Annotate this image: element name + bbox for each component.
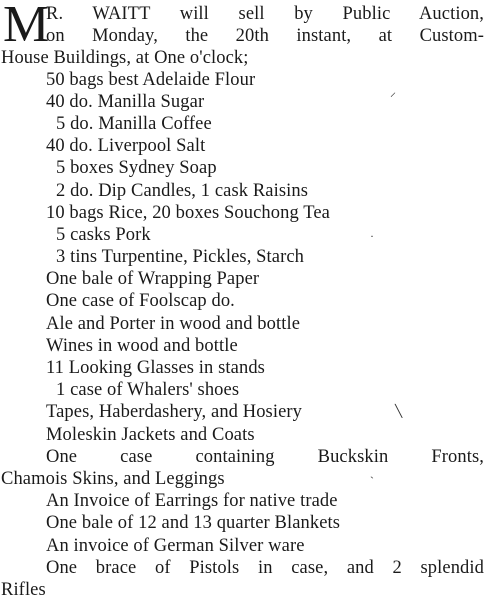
item-line: 10 bags Rice, 20 boxes Souchong Tea	[46, 203, 330, 223]
print-speck: ⸝	[390, 85, 397, 99]
item-line: 50 bags best Adelaide Flour	[46, 70, 256, 90]
item-line: 40 do. Manilla Sugar	[46, 92, 205, 112]
print-speck: ·	[370, 229, 374, 243]
drop-cap-letter: M	[3, 0, 49, 53]
intro-line-3: House Buildings, at One o'clock;	[1, 48, 249, 68]
item-line: One case containing Buckskin Fronts,	[46, 447, 484, 467]
item-line: An Invoice of Earrings for native trade	[46, 491, 338, 511]
item-line: 1 case of Whalers' shoes	[56, 380, 240, 400]
item-line: Moleskin Jackets and Coats	[46, 425, 255, 445]
item-line: One case of Foolscap do.	[46, 291, 235, 311]
item-line: 5 casks Pork	[56, 225, 151, 245]
print-speck: ╲	[395, 404, 403, 418]
item-line: 11 Looking Glasses in stands	[46, 358, 265, 378]
item-line: 5 do. Manilla Coffee	[56, 114, 212, 134]
item-line: An invoice of German Silver ware	[46, 536, 305, 556]
item-line: Tapes, Haberdashery, and Hosiery	[46, 402, 303, 422]
print-speck: `	[370, 474, 374, 488]
item-line: 5 boxes Sydney Soap	[56, 158, 217, 178]
item-line: 3 tins Turpentine, Pickles, Starch	[56, 247, 305, 267]
item-line: Wines in wood and bottle	[46, 336, 238, 356]
intro-line-1: R. WAITT will sell by Public Auction,	[46, 4, 484, 24]
item-line: Chamois Skins, and Leggings	[1, 469, 225, 489]
item-line: 40 do. Liverpool Salt	[46, 136, 206, 156]
item-line: One bale of 12 and 13 quarter Blankets	[46, 513, 341, 533]
item-line: Rifles	[1, 580, 46, 600]
intro-line-2: on Monday, the 20th instant, at Custom-	[46, 26, 484, 46]
item-line: One brace of Pistols in case, and 2 splendid	[46, 558, 484, 578]
item-line: 2 do. Dip Candles, 1 cask Raisins	[56, 181, 309, 201]
item-line: One bale of Wrapping Paper	[46, 269, 260, 289]
item-line: Ale and Porter in wood and bottle	[46, 314, 301, 334]
